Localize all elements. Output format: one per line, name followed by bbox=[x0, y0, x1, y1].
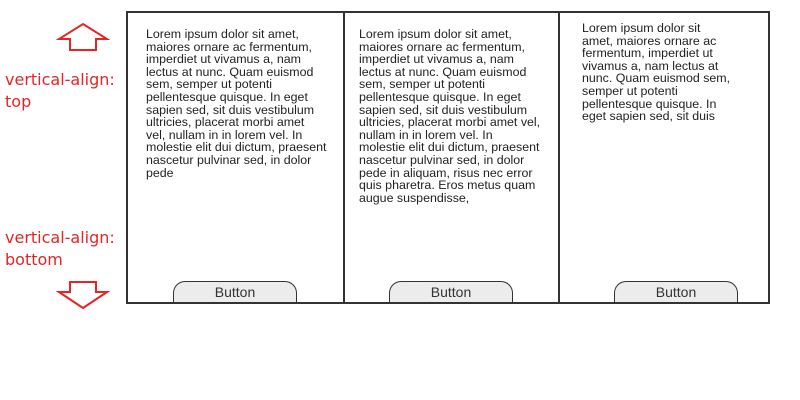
three-column-table bbox=[126, 11, 770, 304]
column-1-button[interactable]: Button bbox=[173, 281, 297, 302]
column-2-button[interactable]: Button bbox=[389, 281, 513, 302]
vertical-align-bottom-label: vertical-align: bottom bbox=[5, 228, 115, 269]
table-column-1 bbox=[128, 13, 343, 302]
vertical-align-top-label: vertical-align: top bbox=[5, 70, 115, 111]
column-text: Lorem ipsum dolor sit amet, maiores ornare ac fermentum, imperdiet ut vivamus a, nam lectus at nunc. Quam euismod sem, semper ut potenti pellentesque quisque. In eget sapien sed, sit duis bbox=[582, 21, 731, 124]
table-column-2 bbox=[343, 13, 558, 302]
column-text: Lorem ipsum dolor sit amet, maiores ornare ac fermentum, imperdiet ut vivamus a, nam lectus at nunc. Quam euismod sem, semper ut potenti pellentesque quisque. In eget sapien sed, sit duis vestibulum ultricies, placerat morbi amet vel, nullam in in lorem vel. In molestie elit dui dictum, praesent nascetur pulvinar sed, in dolor pede in aliquam, risus nec error quis pharetra. Eros metus quam augue suspendisse, bbox=[359, 27, 541, 205]
column-text: Lorem ipsum dolor sit amet, maiores ornare ac fermentum, imperdiet ut vivamus a, nam lectus at nunc. Quam euismod sem, semper ut potenti pellentesque quisque. In eget sapien sed, sit duis vestibulum ultricies, placerat morbi amet vel, nullam in in lorem vel. In molestie elit dui dictum, praesent nascetur pulvinar sed, in dolor pede bbox=[146, 27, 327, 180]
arrow-up-icon bbox=[56, 22, 110, 52]
column-3-button[interactable]: Button bbox=[614, 281, 738, 302]
table-column-3 bbox=[558, 13, 768, 302]
arrow-down-icon bbox=[56, 280, 110, 310]
